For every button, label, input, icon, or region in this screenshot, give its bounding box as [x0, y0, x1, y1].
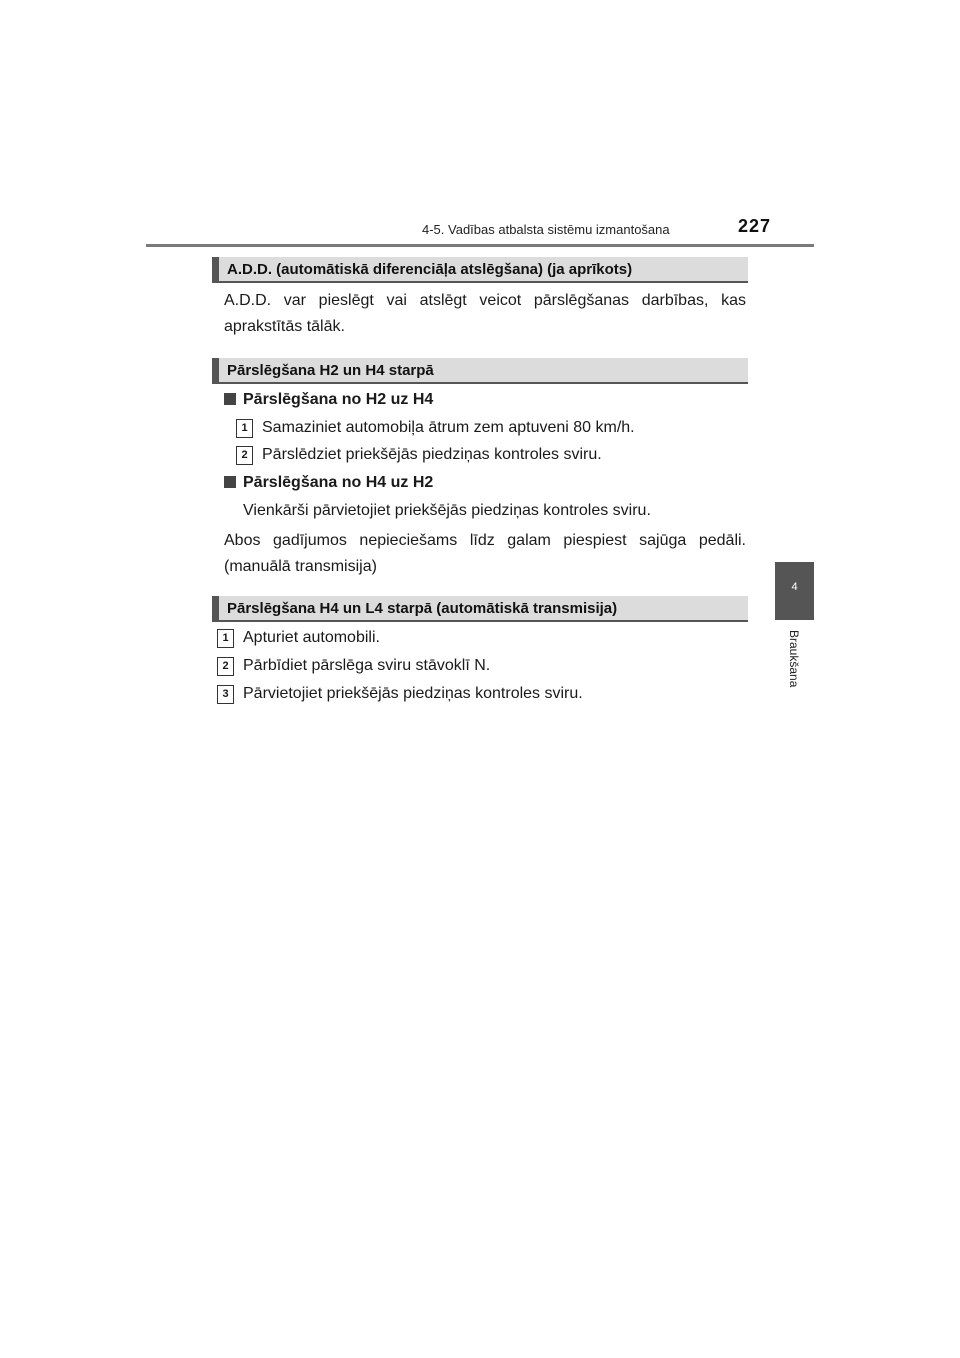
- paragraph-line: A.D.D. var pieslēgt vai atslēgt veicot pārslēgšanas darbības, kas: [224, 292, 746, 309]
- step-text: Samaziniet automobiļa ātrum zem aptuveni 80 km/h.: [262, 419, 635, 436]
- step-number-badge: 1: [217, 629, 234, 648]
- step-text: Pārvietojiet priekšējās piedziņas kontroles sviru.: [243, 685, 583, 702]
- page-number: 227: [738, 216, 772, 236]
- note-line: (manuālā transmisija): [224, 558, 377, 575]
- square-bullet-icon: [224, 393, 236, 405]
- subheading-h2-to-h4: [224, 391, 433, 409]
- step-text: Pārbīdiet pārslēga sviru stāvoklī N.: [243, 657, 491, 674]
- subheading-text: Pārslēgšana no H4 uz H2: [243, 474, 434, 491]
- note-line: Abos gadījumos nepieciešams līdz galam piespiest sajūga pedāli.: [224, 532, 746, 549]
- step-item: [236, 446, 602, 465]
- step-item: [217, 657, 490, 676]
- step-item: [217, 685, 583, 704]
- step-number-badge: 3: [217, 685, 234, 704]
- h4-to-h2-text: Vienkārši pārvietojiet priekšējās piedziņas kontroles sviru.: [243, 502, 651, 519]
- clutch-note: [224, 528, 746, 580]
- step-text: Apturiet automobili.: [243, 629, 380, 646]
- header-rule: [146, 244, 814, 247]
- section-heading-text: A.D.D. (automātiskā diferenciāļa atslēgšana) (ja aprīkots): [227, 261, 633, 278]
- section-heading-text: Pārslēgšana H2 un H4 starpā: [227, 362, 434, 379]
- add-paragraph: [224, 288, 746, 340]
- subheading-h4-to-h2: [224, 474, 433, 492]
- subheading-text: Pārslēgšana no H2 uz H4: [243, 391, 434, 408]
- step-number-badge: 2: [217, 657, 234, 676]
- step-text: Pārslēdziet priekšējās piedziņas kontroles sviru.: [262, 446, 602, 463]
- section-heading-add: [212, 257, 748, 283]
- square-bullet-icon: [224, 476, 236, 488]
- paragraph-line: aprakstītās tālāk.: [224, 318, 345, 335]
- section-heading-h4-l4: [212, 596, 748, 622]
- chapter-tab: [775, 562, 814, 620]
- section-heading-text: Pārslēgšana H4 un L4 starpā (automātiskā transmisija): [227, 600, 618, 617]
- chapter-number: 4: [791, 581, 798, 593]
- header-section-title: 4-5. Vadības atbalsta sistēmu izmantošana: [422, 222, 670, 237]
- step-item: [236, 419, 635, 438]
- step-number-badge: 2: [236, 446, 253, 465]
- step-number-badge: 1: [236, 419, 253, 438]
- section-heading-h2-h4: [212, 358, 748, 384]
- chapter-label: Braukšana: [787, 630, 801, 688]
- step-item: [217, 629, 380, 648]
